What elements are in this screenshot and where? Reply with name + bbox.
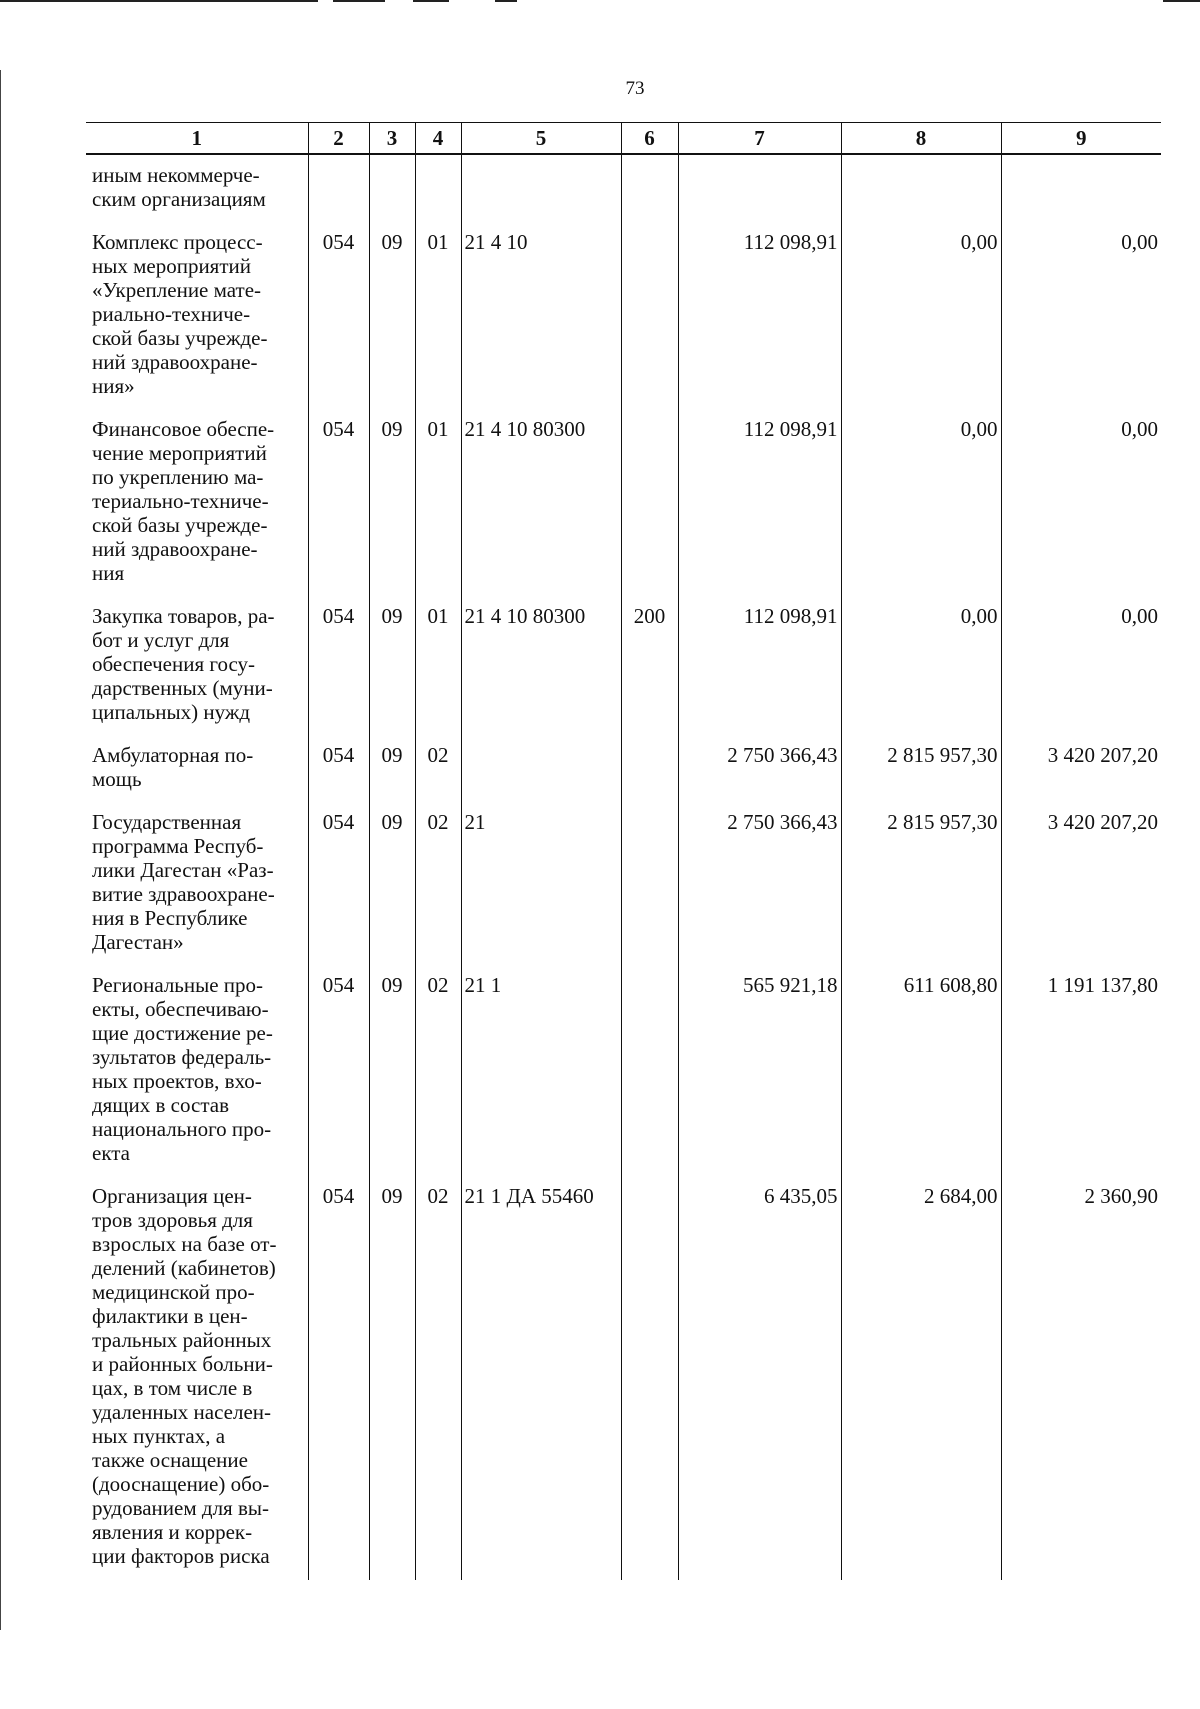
row-section-code: 09 [369, 1184, 415, 1580]
table-header-row [86, 123, 1161, 155]
row-target-article [461, 743, 621, 810]
row-amount-year3: 1 191 137,80 [1001, 973, 1161, 1184]
scan-artifact-left [0, 70, 1, 1630]
row-amount-year1 [678, 154, 841, 230]
row-amount-year1: 565 921,18 [678, 973, 841, 1184]
page-number: 73 [625, 78, 645, 99]
table-row [86, 417, 1161, 604]
row-name: Закупка товаров, ра- бот и услуг для обеспечения госу- дарственных (муни- ципальных) нужд [92, 604, 275, 724]
row-amount-year3: 0,00 [1001, 230, 1161, 417]
row-amount-year2: 0,00 [841, 230, 1001, 417]
row-subsection-code: 01 [415, 604, 461, 743]
row-amount-year2: 2 684,00 [841, 1184, 1001, 1580]
row-admin-code: 054 [308, 743, 369, 810]
row-admin-code: 054 [308, 973, 369, 1184]
table-row [86, 810, 1161, 973]
row-section-code: 09 [369, 417, 415, 604]
row-target-article: 21 1 ДА 55460 [461, 1184, 621, 1580]
row-section-code: 09 [369, 973, 415, 1184]
row-admin-code: 054 [308, 810, 369, 973]
table-row [86, 604, 1161, 743]
row-expense-type [621, 154, 678, 230]
row-amount-year2: 611 608,80 [841, 973, 1001, 1184]
row-expense-type: 200 [621, 604, 678, 743]
column-header: 1 [86, 123, 308, 155]
row-target-article: 21 [461, 810, 621, 973]
scan-artifact-top [413, 0, 449, 2]
row-expense-type [621, 743, 678, 810]
row-expense-type [621, 230, 678, 417]
table-row [86, 230, 1161, 417]
column-header: 4 [415, 123, 461, 155]
row-subsection-code: 01 [415, 417, 461, 604]
row-subsection-code: 02 [415, 810, 461, 973]
row-amount-year2: 2 815 957,30 [841, 743, 1001, 810]
row-amount-year1: 112 098,91 [678, 417, 841, 604]
row-subsection-code: 02 [415, 973, 461, 1184]
column-header: 6 [621, 123, 678, 155]
scan-artifact-top [1163, 0, 1200, 2]
budget-table [86, 122, 1161, 1580]
row-name: Организация цен- тров здоровья для взрослых на базе от- делений (кабинетов) медицинской про- филактики в цен- тральных районных и районных больни- цах, в том числе в удаленных населен- ных пунктах, а также оснащение (дооснащение) обо- рудованием для вы- явления и коррек- ции факторов риска [92, 1184, 277, 1568]
row-amount-year1: 112 098,91 [678, 230, 841, 417]
row-amount-year1: 112 098,91 [678, 604, 841, 743]
row-amount-year2: 0,00 [841, 417, 1001, 604]
scan-artifact-top [333, 0, 385, 2]
row-subsection-code: 01 [415, 230, 461, 417]
column-header: 2 [308, 123, 369, 155]
column-header: 8 [841, 123, 1001, 155]
row-expense-type [621, 973, 678, 1184]
row-amount-year2 [841, 154, 1001, 230]
row-admin-code: 054 [308, 230, 369, 417]
row-name: Государственная программа Респуб- лики Дагестан «Раз- витие здравоохране- ния в Республике Дагестан» [92, 810, 275, 954]
row-section-code: 09 [369, 604, 415, 743]
row-target-article: 21 1 [461, 973, 621, 1184]
row-amount-year1: 6 435,05 [678, 1184, 841, 1580]
row-section-code [369, 154, 415, 230]
row-target-article: 21 4 10 80300 [461, 417, 621, 604]
column-header: 3 [369, 123, 415, 155]
table-body [86, 154, 1161, 1580]
row-admin-code [308, 154, 369, 230]
row-target-article [461, 154, 621, 230]
column-header: 9 [1001, 123, 1161, 155]
row-name: иным некоммерче- ским организациям [92, 163, 266, 211]
row-expense-type [621, 417, 678, 604]
row-amount-year2: 0,00 [841, 604, 1001, 743]
row-name: Финансовое обеспе- чение мероприятий по укреплению ма- териально-техниче- ской базы учрежде- ний здравоохране- ния [92, 417, 275, 585]
row-target-article: 21 4 10 [461, 230, 621, 417]
row-expense-type [621, 810, 678, 973]
row-admin-code: 054 [308, 604, 369, 743]
row-admin-code: 054 [308, 1184, 369, 1580]
table-row [86, 154, 1161, 230]
row-admin-code: 054 [308, 417, 369, 604]
row-amount-year1: 2 750 366,43 [678, 743, 841, 810]
table-row [86, 973, 1161, 1184]
scan-artifact-top [495, 0, 517, 2]
row-subsection-code: 02 [415, 743, 461, 810]
row-amount-year3: 0,00 [1001, 417, 1161, 604]
row-section-code: 09 [369, 810, 415, 973]
column-header: 7 [678, 123, 841, 155]
row-amount-year3: 3 420 207,20 [1001, 810, 1161, 973]
row-target-article: 21 4 10 80300 [461, 604, 621, 743]
column-header: 5 [461, 123, 621, 155]
row-amount-year1: 2 750 366,43 [678, 810, 841, 973]
table-row [86, 743, 1161, 810]
row-amount-year3: 3 420 207,20 [1001, 743, 1161, 810]
row-amount-year3: 2 360,90 [1001, 1184, 1161, 1580]
scan-artifact-top [0, 0, 318, 2]
row-name: Региональные про- екты, обеспечиваю- щие достижение ре- зультатов федераль- ных проектов, вхо- дящих в состав национального про- екта [92, 973, 273, 1165]
row-name: Комплекс процесс- ных мероприятий «Укрепление мате- риально-техниче- ской базы учрежде- ний здравоохране- ния» [92, 230, 268, 398]
row-subsection-code: 02 [415, 1184, 461, 1580]
row-subsection-code [415, 154, 461, 230]
row-expense-type [621, 1184, 678, 1580]
row-amount-year2: 2 815 957,30 [841, 810, 1001, 973]
row-name: Амбулаторная по- мощь [92, 743, 254, 791]
row-amount-year3 [1001, 154, 1161, 230]
row-amount-year3: 0,00 [1001, 604, 1161, 743]
row-section-code: 09 [369, 743, 415, 810]
row-section-code: 09 [369, 230, 415, 417]
table-row [86, 1184, 1161, 1580]
